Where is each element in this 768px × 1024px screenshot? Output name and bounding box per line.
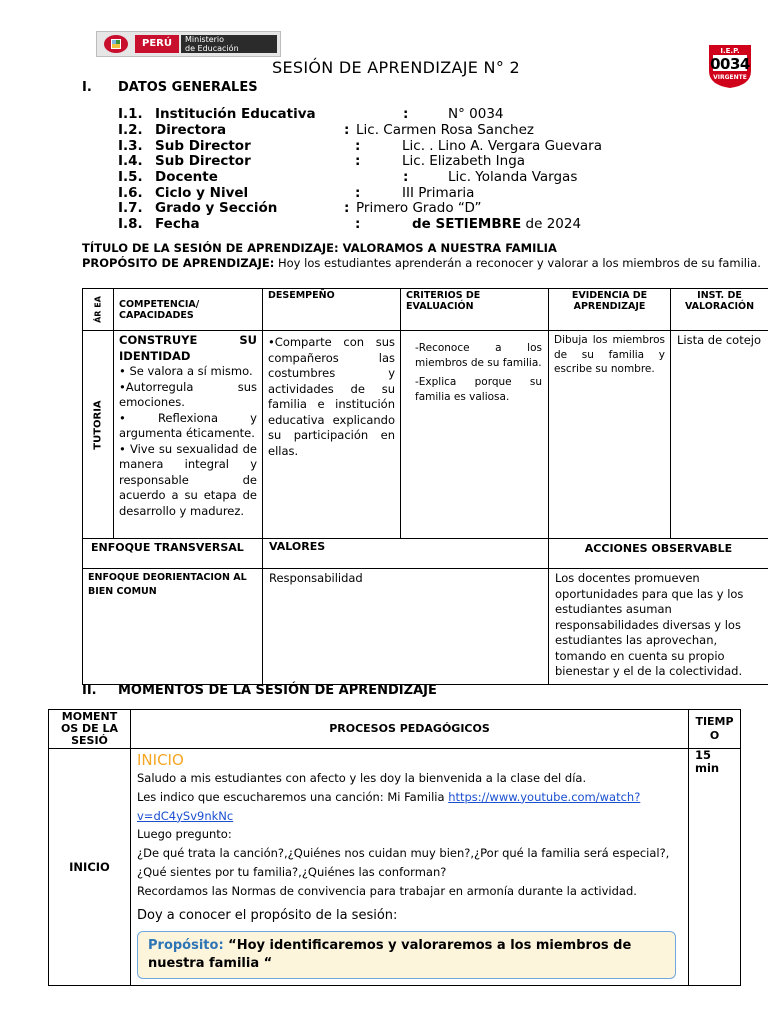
- proposito-text: Hoy los estudiantes aprenderán a reconocer y valorar a los miembros de su familia.: [274, 256, 761, 270]
- competencias-table: [82, 288, 768, 685]
- process-p5: Recordamos las Normas de convivencia para trabajar en armonía durante la actividad.: [137, 883, 637, 898]
- datos-label: Ciclo y Nivel: [155, 185, 249, 201]
- datos-sep: :: [355, 153, 361, 169]
- criterio-item: -Reconoce a los miembros de su familia.: [415, 342, 542, 369]
- capacidad-item: • Vive su sexualidad de manera integral y responsable de acuerdo a su etapa de desarrollo y madurez.: [119, 441, 257, 518]
- inst-cell: Lista de cotejo: [671, 331, 768, 539]
- proposito-label: PROPÓSITO DE APRENDIZAJE:: [82, 256, 275, 270]
- area-cell: [83, 331, 114, 539]
- section2-title: MOMENTOS DE LA SESIÓN DE APRENDIZAJE: [118, 683, 437, 698]
- datos-label: Directora: [155, 122, 227, 138]
- momento-inicio: INICIO: [49, 749, 131, 986]
- capacidades-list: [119, 364, 257, 519]
- datos-value-bold: de SETIEMBRE: [412, 216, 522, 232]
- titulo-sesion: TÍTULO DE LA SESIÓN DE APRENDIZAJE: VALORAMOS A NUESTRA FAMILIA: [82, 241, 557, 255]
- datos-sep: :: [403, 106, 409, 122]
- process-p2: [137, 788, 682, 826]
- momentos-header: MOMENT OS DE LA SESIÓ: [49, 710, 131, 749]
- area-header: [83, 289, 114, 331]
- evidencia-header: EVIDENCIA DE APRENDIZAJE: [549, 289, 671, 331]
- proposito-box-text: “Hoy identificaremos y valoraremos a los miembros de nuestra familia “: [148, 938, 632, 972]
- criterio-item: -Explica porque su familia es valiosa.: [415, 376, 542, 403]
- datos-value: III Primaria: [402, 185, 475, 201]
- ministerio-logo: [96, 31, 281, 57]
- area-header-label: ÁR EA: [93, 296, 103, 323]
- competencia-cell: [114, 331, 263, 539]
- enfoque-cell: ENFOQUE DEORIENTACION AL BIEN COMUN: [83, 569, 263, 685]
- valor-cell: Responsabilidad: [263, 569, 549, 685]
- acciones-cell: Los docentes promueven oportunidades para que las y los estudiantes asuman responsabilidades diversas y los estudiantes las aprovechan, tomando en cuenta su propio bienestar y el de la colectividad.: [549, 569, 768, 685]
- tiempo-header: TIEMP O: [689, 710, 741, 749]
- evidencia-cell: Dibuja los miembros de su familia y escribe su nombre.: [549, 331, 671, 539]
- section1-title: DATOS GENERALES: [118, 80, 258, 95]
- datos-num: I.7.: [118, 200, 143, 216]
- datos-num: I.6.: [118, 185, 143, 201]
- valores-header: VALORES: [263, 539, 549, 569]
- datos-sep: :: [355, 216, 361, 232]
- acciones-header: ACCIONES OBSERVABLE: [549, 539, 768, 569]
- ministerio-line2: de Educación: [185, 43, 239, 53]
- peru-label: PERÚ: [135, 35, 179, 53]
- capacidad-item: •Autorregula sus emociones.: [119, 379, 257, 409]
- datos-label: Sub Director: [155, 153, 251, 169]
- datos-label: Institución Educativa: [155, 106, 316, 122]
- datos-value: Lic. Yolanda Vargas: [448, 169, 578, 185]
- datos-value: [412, 216, 581, 232]
- enfoque-header: ENFOQUE TRANSVERSAL: [83, 539, 263, 569]
- datos-label: Sub Director: [155, 138, 251, 154]
- process-p1: Saludo a mis estudiantes con afecto y les doy la bienvenida a la clase del día.: [137, 771, 587, 785]
- procesos-cell: [131, 749, 689, 986]
- desempeno-cell: •Comparte con sus compañeros las costumbres y actividades de su familia e institución educativa explicando su participación en ellas.: [263, 331, 401, 539]
- ministerio-label: [181, 35, 277, 53]
- criterios-cell: [401, 331, 549, 539]
- datos-value: Lic. . Lino A. Vergara Guevara: [402, 138, 602, 154]
- datos-sep: :: [355, 185, 361, 201]
- datos-sep: :: [355, 138, 361, 154]
- process-p4: ¿De qué trata la canción?,¿Quiénes nos cuidan muy bien?,¿Por qué la familia será especial?, ¿Qué sientes por tu familia?,¿Quiénes las conforman?: [137, 846, 670, 879]
- datos-sep: :: [344, 122, 350, 138]
- datos-sep: :: [403, 169, 409, 185]
- tiempo-cell: 15 min: [689, 749, 741, 986]
- badge-number: 0034: [710, 55, 750, 73]
- proposito-aprendizaje: [82, 256, 762, 272]
- proposito-box: [137, 931, 676, 979]
- datos-num: I.8.: [118, 216, 143, 232]
- capacidad-item: • Reflexiona y argumenta éticamente.: [119, 410, 257, 440]
- datos-label: Fecha: [155, 216, 200, 232]
- proposito-box-label: Propósito:: [148, 938, 224, 954]
- section1-number: I.: [82, 80, 92, 95]
- procesos-header: PROCESOS PEDAGÓGICOS: [131, 710, 689, 749]
- momentos-table: [48, 709, 741, 986]
- capacidad-item: • Se valora a sí mismo.: [119, 364, 253, 378]
- section2-number: II.: [82, 683, 97, 698]
- datos-num: I.5.: [118, 169, 143, 185]
- criterios-list: [415, 341, 542, 405]
- datos-num: I.1.: [118, 106, 143, 122]
- datos-value: N° 0034: [448, 106, 504, 122]
- datos-value-rest: de 2024: [521, 216, 582, 232]
- desempeno-header: DESEMPEÑO: [263, 289, 401, 331]
- area-label: TUTORIA: [92, 400, 104, 450]
- criterios-header: CRITERIOS DE EVALUACIÓN: [401, 289, 549, 331]
- competencia-header: COMPETENCIA/ CAPACIDADES: [114, 289, 263, 331]
- competencia-title: CONSTRUYE SU IDENTIDAD: [119, 333, 257, 363]
- datos-sep: :: [344, 200, 350, 216]
- process-p2-text: Les indico que escucharemos una canción: Mi Familia: [137, 789, 449, 804]
- datos-label: Docente: [155, 169, 218, 185]
- inst-header: INST. DE VALORACIÓN: [671, 289, 768, 331]
- datos-label: Grado y Sección: [155, 200, 278, 216]
- datos-value: Lic. Carmen Rosa Sanchez: [356, 122, 534, 138]
- peru-shield-icon: [103, 34, 129, 54]
- datos-num: I.3.: [118, 138, 143, 154]
- datos-value: Lic. Elizabeth Inga: [402, 153, 526, 169]
- page-title: SESIÓN DE APRENDIZAJE N° 2: [272, 58, 520, 77]
- datos-num: I.4.: [118, 153, 143, 169]
- badge-top: I.E.P.: [720, 47, 740, 55]
- datos-num: I.2.: [118, 122, 143, 138]
- inicio-heading: INICIO: [137, 751, 184, 769]
- datos-value: Primero Grado “D”: [356, 200, 482, 216]
- badge-bottom: VIRGENTE: [713, 74, 747, 81]
- process-p3: Luego pregunto:: [137, 827, 232, 842]
- process-p6: Doy a conocer el propósito de la sesión:: [137, 907, 398, 923]
- ministerio-line1: Ministerio: [185, 35, 225, 44]
- song-link[interactable]: https://www.youtube.com/watch?v=dC4ySv9nkNc: [137, 789, 641, 823]
